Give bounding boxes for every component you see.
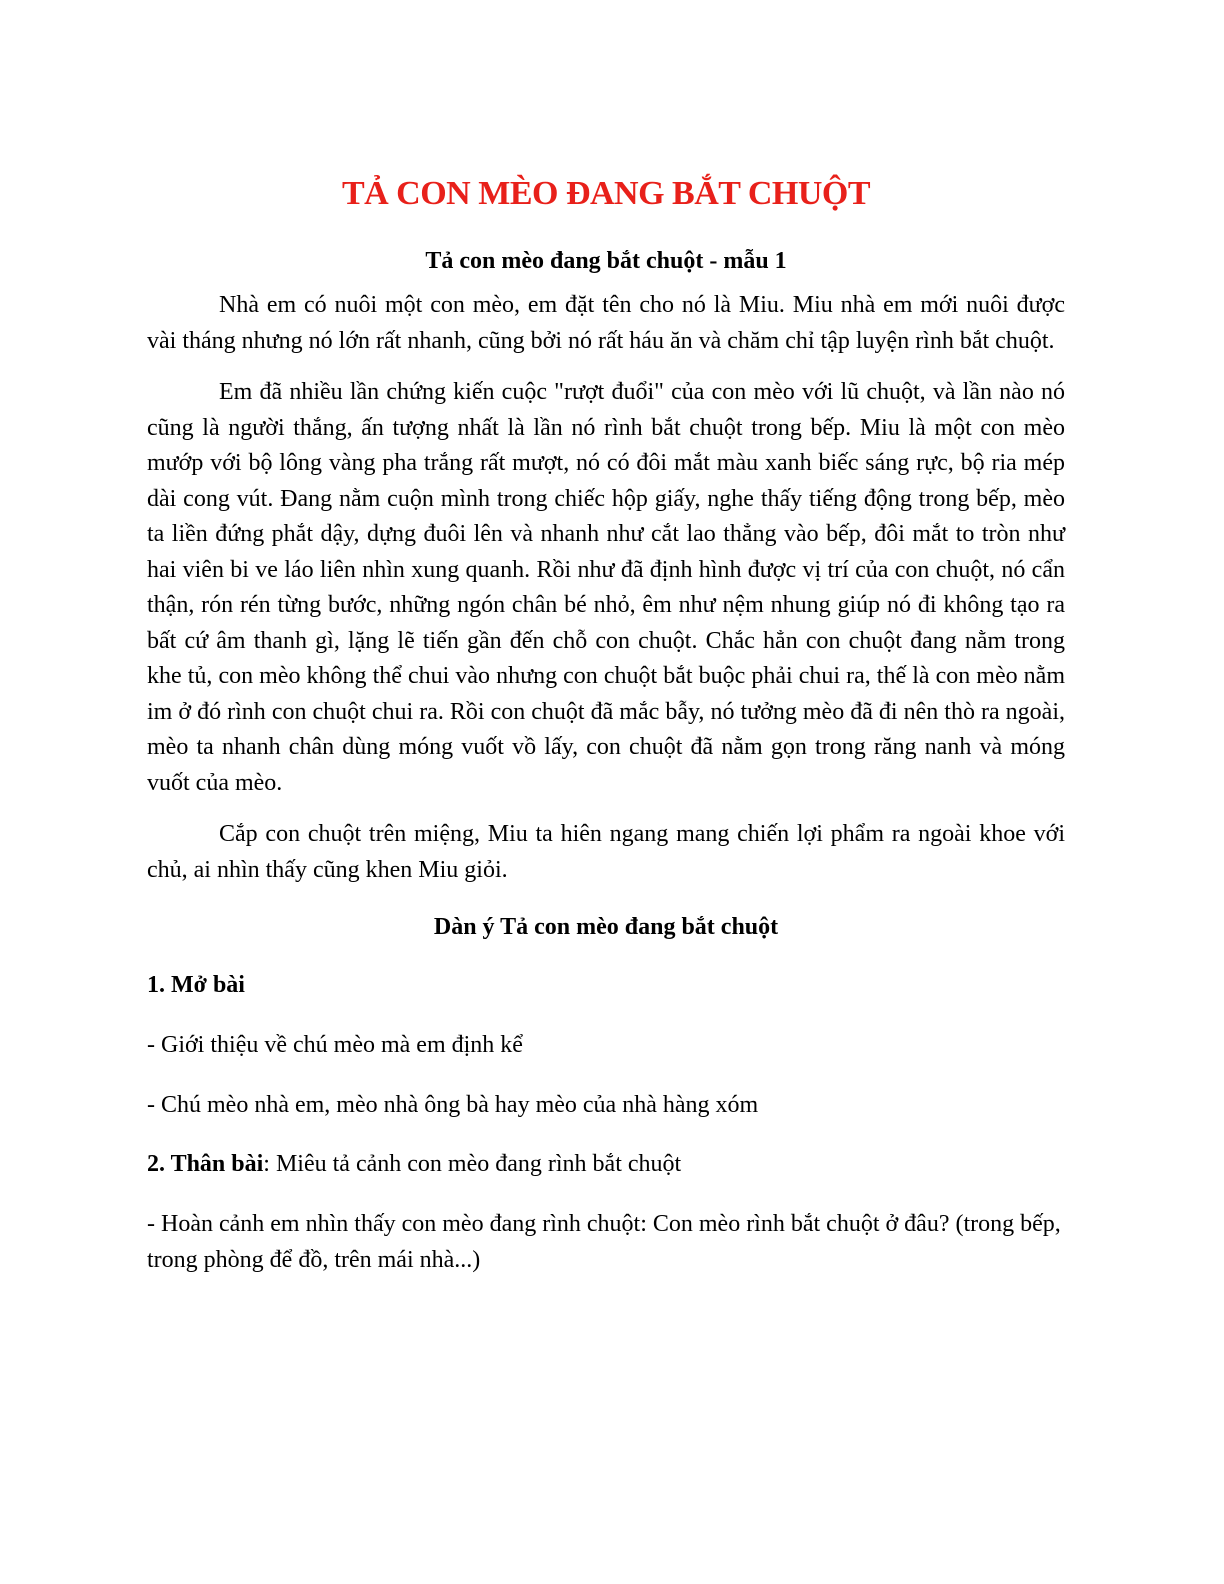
essay-paragraph-3: Cắp con chuột trên miệng, Miu ta hiên ngang mang chiến lợi phẩm ra ngoài khoe với chủ, ai nhìn thấy cũng khen Miu giỏi.: [147, 821, 1065, 883]
outline-item: - Hoàn cảnh em nhìn thấy con mèo đang rình chuột: Con mèo rình bắt chuột ở đâu? (trong bếp, trong phòng để đồ, trên mái nhà...): [147, 1211, 1061, 1273]
outline-section-2-title: [147, 1147, 1065, 1181]
section-1-label: 1. Mở bài: [147, 972, 245, 998]
outline-section-1-title: [147, 968, 1065, 1002]
section-2-label: 2. Thân bài: [147, 1151, 264, 1177]
essay-heading: Tả con mèo đang bắt chuột - mẫu 1: [425, 248, 787, 274]
section-2-description: : Miêu tả cảnh con mèo đang rình bắt chuột: [263, 1151, 682, 1177]
essay-paragraph-1: Nhà em có nuôi một con mèo, em đặt tên cho nó là Miu. Miu nhà em mới nuôi được vài tháng nhưng nó lớn rất nhanh, cũng bởi nó rất háu ăn và chăm chỉ tập luyện rình bắt chuột.: [147, 292, 1065, 354]
document-page: [147, 170, 1065, 1302]
outline-heading: Dàn ý Tả con mèo đang bắt chuột: [433, 914, 779, 940]
document-title: TẢ CON MÈO ĐANG BẮT CHUỘT: [341, 175, 871, 212]
outline-item: - Chú mèo nhà em, mèo nhà ông bà hay mèo của nhà hàng xóm: [147, 1091, 759, 1118]
essay-paragraph-2: Em đã nhiều lần chứng kiến cuộc "rượt đuổi" của con mèo với lũ chuột, và lần nào nó cũng là người thắng, ấn tượng nhất là lần nó rình bắt chuột trong bếp. Miu là một con mèo mướp với bộ lông vàng pha trắng rất mượt, nó có đôi mắt màu xanh biếc sáng rực, bộ ria mép dài cong vút. Đang nằm cuộn mình trong chiếc hộp giấy, nghe thấy tiếng động trong bếp, mèo ta liền đứng phắt dậy, dựng đuôi lên và nhanh như cắt lao thẳng vào bếp, đôi mắt to tròn như hai viên bi ve láo liên nhìn xung quanh. Rồi như đã định hình được vị trí của con chuột, nó cẩn thận, rón rén từng bước, những ngón chân bé nhỏ, êm như nệm nhung giúp nó đi không tạo ra bất cứ âm thanh gì, lặng lẽ tiến gần đến chỗ con chuột. Chắc hẳn con chuột đang nằm trong khe tủ, con mèo không thể chui vào nhưng con chuột bắt buộc phải chui ra, thế là con mèo nằm im ở đó rình con chuột chui ra. Rồi con chuột đã mắc bẫy, nó tưởng mèo đã đi nên thò ra ngoài, mèo ta nhanh chân dùng móng vuốt vồ lấy, con chuột đã nằm gọn trong răng nanh và móng vuốt của mèo.: [147, 379, 1065, 796]
outline-item: - Giới thiệu về chú mèo mà em định kể: [147, 1032, 523, 1058]
